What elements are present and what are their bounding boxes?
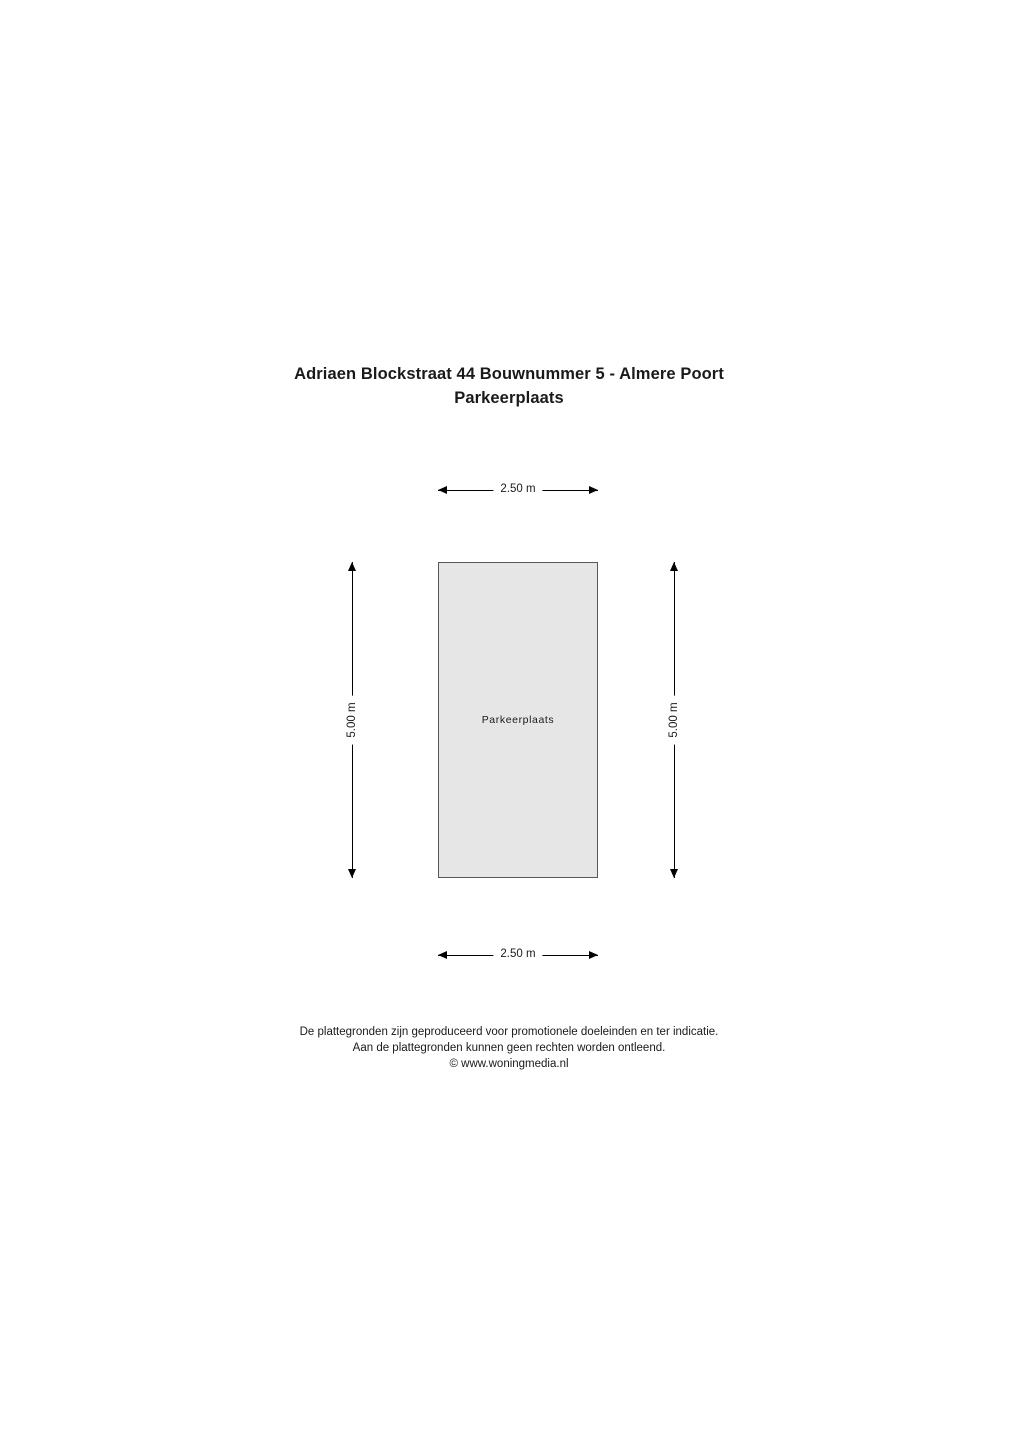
dimension-bottom-width-label: 2.50 m [493, 947, 542, 962]
arrow-up-icon [670, 562, 678, 571]
dimension-top-width [438, 483, 598, 497]
disclaimer-line-1: De plattegronden zijn geproduceerd voor promotionele doeleinden en ter indicatie. [299, 1026, 719, 1038]
arrow-left-icon [438, 951, 447, 959]
arrow-right-icon [589, 486, 598, 494]
dimension-bottom-width [438, 948, 598, 962]
disclaimer [0, 1024, 1018, 1072]
page-title-line-1: Adriaen Blockstraat 44 Bouwnummer 5 - Almere Poort [294, 365, 724, 383]
arrow-left-icon [438, 486, 447, 494]
arrow-down-icon [670, 869, 678, 878]
arrow-up-icon [348, 562, 356, 571]
dimension-left-height-label: 5.00 m [345, 695, 359, 744]
room-parkeerplaats [438, 562, 598, 878]
page-title-line-2: Parkeerplaats [454, 389, 564, 407]
dimension-right-height [667, 562, 681, 878]
disclaimer-copyright: © www.woningmedia.nl [449, 1058, 569, 1070]
dimension-right-height-label: 5.00 m [667, 695, 681, 744]
dimension-left-height [345, 562, 359, 878]
arrow-right-icon [589, 951, 598, 959]
disclaimer-line-2: Aan de plattegronden kunnen geen rechten worden ontleend. [352, 1042, 666, 1054]
room-label: Parkeerplaats [481, 714, 555, 726]
arrow-down-icon [348, 869, 356, 878]
dimension-top-width-label: 2.50 m [493, 482, 542, 497]
